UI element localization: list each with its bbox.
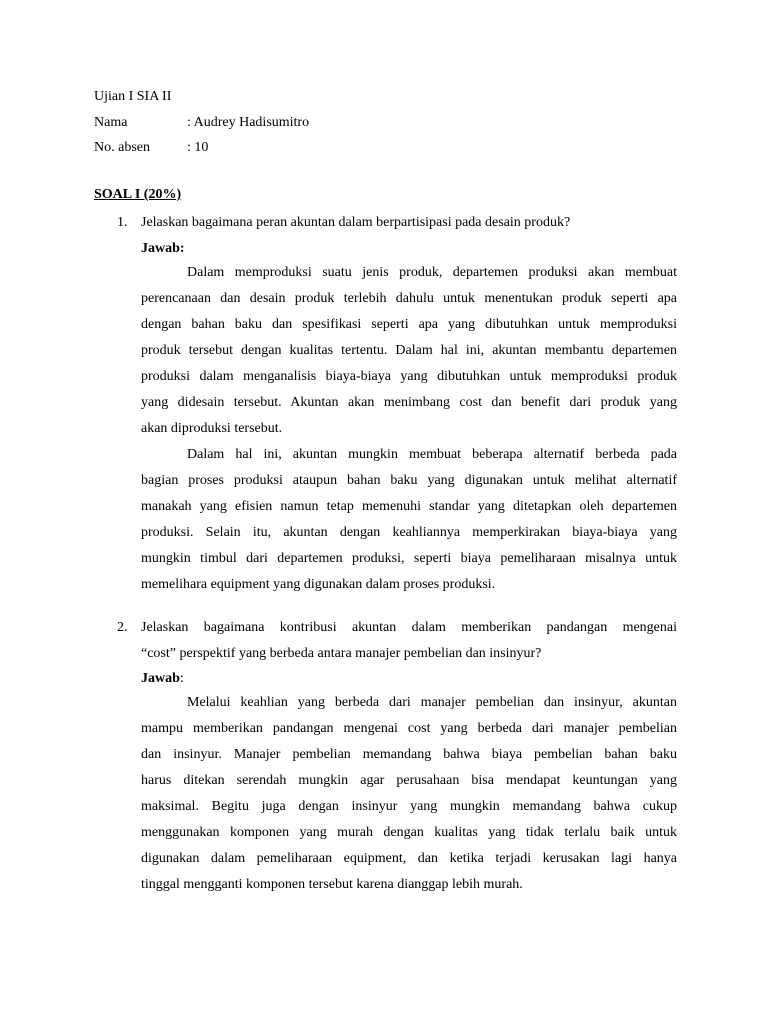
text-line: dan insinyur. Manajer pembelian memandang bahwa biaya pembelian bahan baku bbox=[141, 747, 677, 762]
question-2-number: 2. bbox=[117, 620, 128, 635]
text-line: Dalam hal ini, akuntan mungkin membuat beberapa alternatif berbeda pada bbox=[187, 447, 677, 462]
exam-title: Ujian I SIA II bbox=[94, 89, 172, 104]
absen-row bbox=[94, 139, 208, 157]
absen-label: No. absen bbox=[94, 140, 150, 155]
text-line: dengan bahan baku dan spesifikasi seperti apa yang dibutuhkan untuk memproduksi bbox=[141, 317, 677, 332]
text-line: menggunakan komponen yang murah dengan kualitas yang tidak terlalu baik untuk bbox=[141, 825, 677, 840]
text-line: yang didesain tersebut. Akuntan akan menimbang cost dan benefit dari produk yang bbox=[141, 395, 677, 410]
name-label: Nama bbox=[94, 115, 128, 130]
text-line: produk tersebut dengan kualitas tertentu. Dalam hal ini, akuntan membantu departemen bbox=[141, 343, 677, 358]
text-line: manakah yang efisien namun tetap memenuhi standar yang ditetapkan oleh departemen bbox=[141, 499, 677, 514]
text-line: mampu memberikan pandangan mengenai cost yang berbeda dari manajer pembelian bbox=[141, 721, 677, 736]
text-line: digunakan dalam pemeliharaan equipment, dan ketika terjadi kerusakan lagi hanya bbox=[141, 851, 677, 866]
question-2-text bbox=[141, 619, 677, 663]
question-1-number: 1. bbox=[117, 215, 128, 230]
text-line: akan diproduksi tersebut. bbox=[141, 421, 283, 436]
section-title: SOAL I (20%) bbox=[94, 187, 182, 202]
answer-1-label: Jawab: bbox=[141, 241, 185, 256]
answer-1-paragraph-2 bbox=[141, 442, 677, 598]
answer-2-paragraph-1 bbox=[141, 690, 677, 898]
name-row bbox=[94, 114, 309, 132]
text-line: maksimal. Begitu juga dengan insinyur yang mungkin memandang bahwa cukup bbox=[141, 799, 677, 814]
text-line: Dalam memproduksi suatu jenis produk, departemen produksi akan membuat bbox=[187, 265, 677, 280]
answer-2-label: Jawab bbox=[141, 671, 180, 686]
text-line: memelihara equipment yang digunakan dalam proses produksi. bbox=[141, 577, 496, 592]
question-2-line-2: “cost” perspektif yang berbeda antara manajer pembelian dan insinyur? bbox=[141, 646, 542, 661]
text-line: harus ditekan serendah mungkin agar perusahaan bisa mendapat keuntungan yang bbox=[141, 773, 677, 788]
answer-2-colon: : bbox=[179, 671, 184, 686]
text-line: mungkin timbul dari departemen produksi, seperti biaya pemeliharaan misalnya untuk bbox=[141, 551, 677, 566]
text-line: produksi dalam menganalisis biaya-biaya yang dibutuhkan untuk memproduksi produk bbox=[141, 369, 677, 384]
question-2-line-1: Jelaskan bagaimana kontribusi akuntan dalam memberikan pandangan mengenai bbox=[141, 620, 677, 635]
text-line: bagian proses produksi ataupun bahan baku yang digunakan untuk melihat alternatif bbox=[141, 473, 677, 488]
answer-2-label-row bbox=[141, 670, 184, 688]
text-line: perencanaan dan desain produk terlebih dahulu untuk menentukan produk seperti apa bbox=[141, 291, 677, 306]
absen-value: : 10 bbox=[187, 140, 209, 155]
question-1-text: Jelaskan bagaimana peran akuntan dalam berpartisipasi pada desain produk? bbox=[141, 215, 571, 230]
text-line: tinggal mengganti komponen tersebut karena dianggap lebih murah. bbox=[141, 877, 523, 892]
text-line: Melalui keahlian yang berbeda dari manajer pembelian dan insinyur, akuntan bbox=[187, 695, 677, 710]
text-line: produksi. Selain itu, akuntan dengan keahliannya memperkirakan biaya-biaya yang bbox=[141, 525, 677, 540]
answer-1-paragraph-1 bbox=[141, 260, 677, 442]
name-value: : Audrey Hadisumitro bbox=[187, 115, 310, 130]
